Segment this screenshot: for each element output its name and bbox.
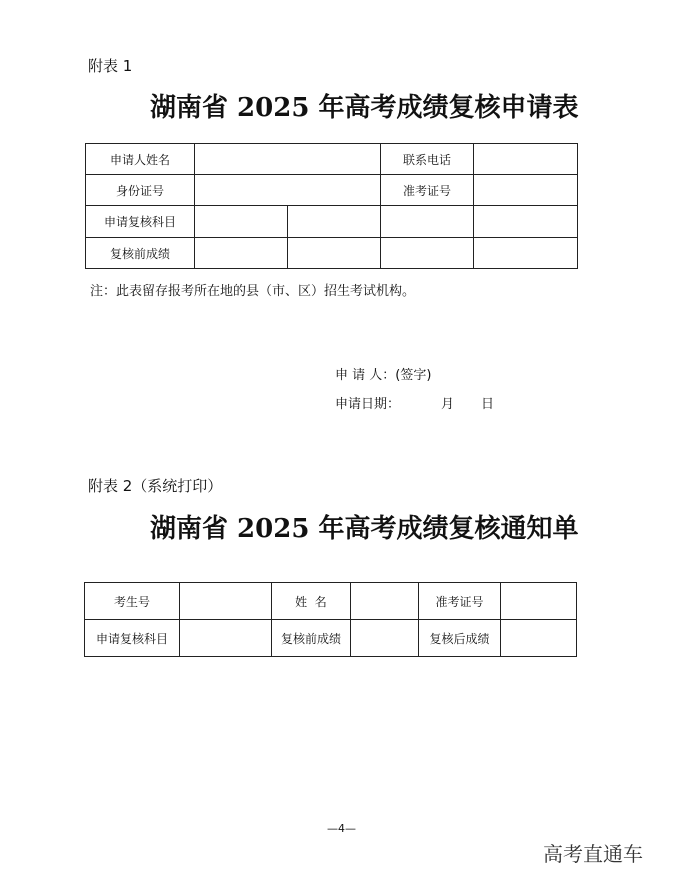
- review-subject-label: 申请复核科目: [86, 206, 195, 238]
- score-before-cell-3[interactable]: [381, 238, 474, 269]
- score-before-cell: [351, 620, 419, 657]
- applicant-signature: 申 请 人：(签字): [335, 368, 432, 383]
- review-subject-cell-2[interactable]: [288, 206, 381, 238]
- name-cell: [351, 583, 419, 620]
- score-before-cell-1[interactable]: [195, 238, 288, 269]
- phone-label: 联系电话: [381, 144, 474, 175]
- score-after-cell: [501, 620, 577, 657]
- student-number-cell: [180, 583, 272, 620]
- score-before-cell-4[interactable]: [474, 238, 578, 269]
- attachment-1-label: 附表 1: [88, 57, 133, 75]
- review-subject-cell-4[interactable]: [474, 206, 578, 238]
- review-subject-label: 申请复核科目: [85, 620, 180, 657]
- score-before-label: 复核前成绩: [272, 620, 351, 657]
- attachment-2-label: 附表 2（系统打印）: [88, 477, 223, 495]
- exam-number-label: 准考证号: [381, 175, 474, 206]
- application-form-table: [85, 143, 578, 269]
- name-label: 姓 名: [272, 583, 351, 620]
- form-note: 注：此表留存报考所在地的县（市、区）招生考试机构。: [90, 284, 416, 299]
- notice-title: 湖南省 2025 年高考成绩复核通知单: [150, 514, 579, 544]
- phone-cell[interactable]: [474, 144, 578, 175]
- applicant-name-cell[interactable]: [195, 144, 381, 175]
- exam-number-cell[interactable]: [474, 175, 578, 206]
- score-after-label: 复核后成绩: [419, 620, 501, 657]
- id-number-cell[interactable]: [195, 175, 381, 206]
- exam-number-cell: [501, 583, 577, 620]
- table-row: [85, 583, 577, 620]
- score-before-cell-2[interactable]: [288, 238, 381, 269]
- exam-number-label: 准考证号: [419, 583, 501, 620]
- score-before-label: 复核前成绩: [86, 238, 195, 269]
- student-number-label: 考生号: [85, 583, 180, 620]
- review-subject-cell: [180, 620, 272, 657]
- table-row: [86, 144, 578, 175]
- watermark-text: 高考直通车: [543, 842, 643, 866]
- table-row: [85, 620, 577, 657]
- page-number: —4—: [327, 822, 356, 835]
- table-row: [86, 206, 578, 238]
- table-row: [86, 175, 578, 206]
- application-date-label: 申请日期：: [335, 397, 401, 412]
- application-form-title: 湖南省 2025 年高考成绩复核申请表: [150, 93, 579, 123]
- table-row: [86, 238, 578, 269]
- review-subject-cell-1[interactable]: [195, 206, 288, 238]
- date-day: 日: [481, 397, 495, 412]
- date-month: 月: [441, 397, 455, 412]
- applicant-name-label: 申请人姓名: [86, 144, 195, 175]
- review-subject-cell-3[interactable]: [381, 206, 474, 238]
- id-number-label: 身份证号: [86, 175, 195, 206]
- notice-table: [84, 582, 577, 657]
